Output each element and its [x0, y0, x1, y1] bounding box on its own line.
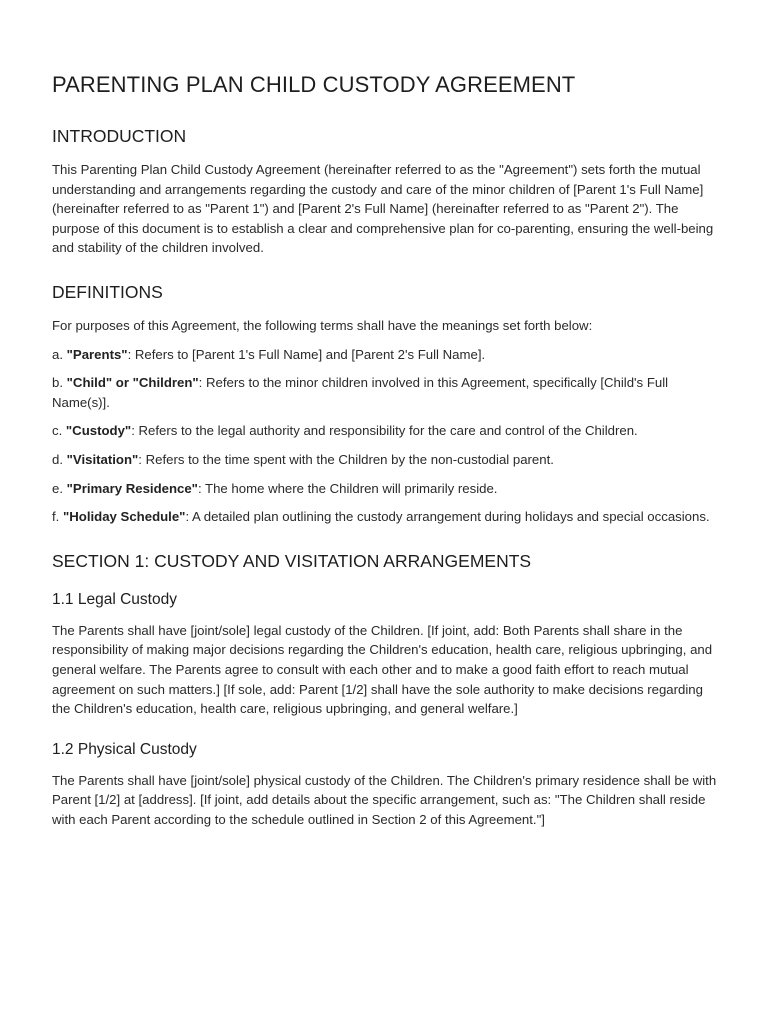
definition-term: "Visitation"	[66, 451, 139, 467]
definition-term: "Primary Residence"	[66, 480, 198, 496]
document-title: PARENTING PLAN CHILD CUSTODY AGREEMENT	[52, 72, 576, 97]
definitions-lead: For purposes of this Agreement, the following terms shall have the meanings set forth below:	[52, 317, 593, 333]
definition-prefix: c.	[52, 423, 66, 439]
definition-text: : Refers to the minor children involved in this Agreement, specifically [Child's Full Name(s)].	[52, 375, 669, 410]
legal-custody-heading: 1.1 Legal Custody	[52, 590, 177, 608]
physical-custody-paragraph: The Parents shall have [joint/sole] physical custody of the Children. The Children's primary residence shall be with Parent [1/2] at [address]. [If joint, add details about the specific arrangement, such as: "The Children shall reside with each Parent according to the schedule outlined in Section 2 of this Agreement."]	[52, 772, 717, 827]
definition-prefix: a.	[52, 346, 67, 362]
definition-text: : Refers to the legal authority and responsibility for the care and control of the Children.	[131, 423, 638, 439]
physical-custody-heading: 1.2 Physical Custody	[52, 740, 197, 758]
definition-term: "Parents"	[66, 346, 128, 362]
definition-term: "Child" or "Children"	[66, 375, 199, 391]
definition-prefix: b.	[52, 375, 67, 391]
definition-item-visitation	[52, 450, 718, 470]
definition-term: "Holiday Schedule"	[63, 509, 186, 525]
definition-prefix: f.	[52, 509, 63, 525]
introduction-heading: INTRODUCTION	[52, 126, 187, 146]
section1-heading: SECTION 1: CUSTODY AND VISITATION ARRANGEMENTS	[52, 550, 532, 571]
legal-custody-paragraph: The Parents shall have [joint/sole] legal custody of the Children. [If joint, add: Both Parents shall share in the responsibility of making major decisions regarding the Children's education, health care, religious upbringing, and general welfare. The Parents agree to consult with each other and to make a good faith effort to reach mutual agreement on such matters.] [If sole, add: Parent [1/2] shall have the sole authority to make decisions regarding the Children's education, health care, religious upbringing, and general welfare.]	[52, 622, 713, 717]
definition-item-children	[52, 373, 718, 412]
definition-prefix: d.	[52, 451, 67, 467]
definition-text: : Refers to the time spent with the Children by the non-custodial parent.	[138, 451, 554, 467]
definition-item-holiday-schedule	[52, 507, 718, 527]
definitions-heading: DEFINITIONS	[52, 281, 163, 302]
definition-item-primary-residence	[52, 479, 718, 499]
definition-prefix: e.	[52, 480, 67, 496]
definition-item-custody	[52, 421, 718, 441]
definition-text: : A detailed plan outlining the custody arrangement during holidays and special occasions.	[185, 509, 710, 525]
introduction-paragraph: This Parenting Plan Child Custody Agreement (hereinafter referred to as the "Agreement") sets forth the mutual understanding and arrangements regarding the custody and care of the minor children of [Parent 1's Full Name] (hereinafter referred to as "Parent 1") and [Parent 2's Full Name] (hereinafter referred to as "Parent 2"). The purpose of this document is to establish a clear and comprehensive plan for co-parenting, ensuring the well-being and stability of the children involved.	[52, 162, 714, 256]
definition-text: : The home where the Children will primarily reside.	[197, 480, 498, 496]
definition-text: : Refers to [Parent 1's Full Name] and [Parent 2's Full Name].	[127, 346, 486, 362]
definition-item-parents	[52, 345, 718, 365]
definition-term: "Custody"	[65, 423, 132, 439]
